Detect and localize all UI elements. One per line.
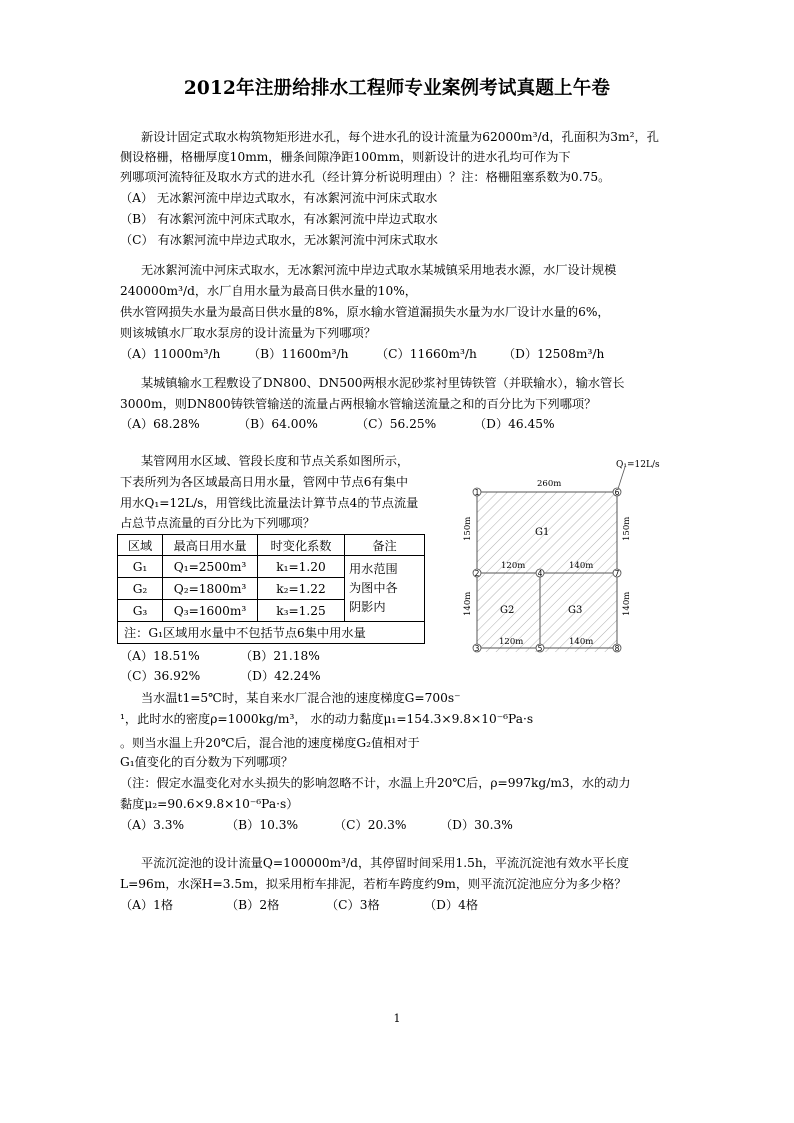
q1-line-3: 列哪项河流特征及取水方式的进水孔（经计算分析说明理由）？注：格栅阻塞系数为0.75。: [120, 170, 611, 184]
table-cell: k₃=1.25: [258, 600, 345, 622]
node-label: 7: [614, 569, 620, 578]
q6-line-2: L=96m，水深H=3.5m，拟采用桁车排泥，若桁车跨度约9m，则平流沉淀池应分为多少格？: [120, 877, 627, 891]
hatched-area: [474, 492, 617, 653]
q2-line-2: 240000m³/d，水厂自用水量为最高日供水量的10%，: [120, 284, 417, 298]
length-right-upper: 150m: [622, 516, 632, 541]
node-label: 2: [474, 569, 480, 578]
remark-line: 阴影内: [349, 600, 386, 614]
q4-option-a: （A）18.51%: [120, 649, 200, 663]
table-cell: G₂: [118, 578, 163, 600]
length-left-lower: 140m: [463, 591, 473, 616]
q3-option-d: （D）46.45%: [474, 417, 555, 431]
q2-option-c: （C）11660m³/h: [376, 347, 477, 361]
q2-line-3: 供水管网损失水量为最高日供水量的8%，原水输水管道漏损失水量为水厂设计水量的6%，: [120, 305, 610, 319]
q2-line-1: 无冰絮河流中河床式取水，无冰絮河流中岸边式取水某城镇采用地表水源，水厂设计规模: [141, 263, 617, 277]
table-header: 备注: [345, 535, 425, 556]
q5-line-6: 黏度μ₂=90.6×9.8×10⁻⁶Pa·s）: [120, 797, 299, 811]
q6-option-b: （B）2格: [226, 898, 280, 912]
q5-option-c: （C）20.3%: [334, 818, 407, 832]
q5-line-1: 当水温t1=5℃时，某自来水厂混合池的速度梯度G=700s⁻: [141, 691, 461, 705]
table-cell: Q₂=1800m³: [163, 578, 258, 600]
node-label: 4: [537, 569, 543, 578]
q4-line-3: 用水Q₁=12L/s，用管线比流量法计算节点4的节点流量: [120, 496, 419, 510]
node-label: 6: [614, 488, 620, 497]
q4-option-b: （B）21.18%: [240, 649, 320, 663]
length-mid-left: 120m: [501, 561, 526, 571]
length-mid-right: 140m: [569, 561, 594, 571]
q4-option-d: （D）42.24%: [240, 669, 321, 683]
length-bot-left: 120m: [499, 637, 524, 647]
table-cell: Q₃=1600m³: [163, 600, 258, 622]
q3-line-1: 某城镇输水工程敷设了DN800、DN500两根水泥砂浆衬里铸铁管（并联输水），输水管长: [141, 376, 625, 390]
q2-option-b: （B）11600m³/h: [248, 347, 349, 361]
q5-line-5: （注：假定水温变化对水头损失的影响忽略不计，水温上升20℃后，ρ=997kg/m3，水的动力: [120, 776, 631, 790]
q5-option-a: （A）3.3%: [120, 818, 185, 832]
node-label: 8: [614, 644, 620, 653]
table-cell: G₁: [118, 556, 163, 578]
table-cell: Q₁=2500m³: [163, 556, 258, 578]
q2-line-4: 则该城镇水厂取水泵房的设计流量为下列哪项？: [120, 326, 376, 340]
node-label: 1: [474, 488, 480, 497]
q6-option-a: （A）1格: [120, 898, 174, 912]
q5-option-d: （D）30.3%: [440, 818, 513, 832]
pipe-network-diagram: [455, 455, 675, 660]
q1-option-c: （C） 有冰絮河流中岸边式取水，无冰絮河流中河床式取水: [120, 233, 438, 247]
remark-line: 用水范围: [349, 562, 398, 576]
table-remark: [345, 556, 425, 622]
table-cell: G₃: [118, 600, 163, 622]
q3-option-c: （C）56.25%: [356, 417, 437, 431]
q4-option-c: （C）36.92%: [120, 669, 201, 683]
flow-label: Q₁=12L/s: [616, 460, 660, 470]
length-top: 260m: [537, 479, 562, 489]
q6-line-1: 平流沉淀池的设计流量Q=100000m³/d，其停留时间采用1.5h，平流沉淀池有效水平长度: [141, 856, 629, 870]
q4-line-2: 下表所列为各区域最高日用水量，管网中节点6有集中: [120, 475, 409, 489]
remark-line: 为图中各: [349, 581, 398, 595]
q5-option-b: （B）10.3%: [226, 818, 299, 832]
q1-line-1: 新设计固定式取水构筑物矩形进水孔，每个进水孔的设计流量为62000m³/d，孔面积为3m²，孔: [141, 130, 659, 144]
q1-option-a: （A） 无冰絮河流中岸边式取水，有冰絮河流中河床式取水: [120, 191, 438, 205]
q2-option-d: （D）12508m³/h: [503, 347, 605, 361]
q4-line-1: 某管网用水区域、管段长度和节点关系如图所示，: [141, 454, 410, 468]
table-header: 时变化系数: [258, 535, 345, 556]
region-g2-label: G2: [500, 605, 515, 616]
length-bot-right: 140m: [569, 637, 594, 647]
q3-line-2: 3000m，则DN800铸铁管输送的流量占两根输水管输送流量之和的百分比为下列哪项？: [120, 397, 597, 411]
length-right-lower: 140m: [622, 591, 632, 616]
table-header: 最高日用水量: [163, 535, 258, 556]
q5-line-4: G₁值变化的百分数为下列哪项？: [120, 755, 294, 769]
node-label: 5: [537, 644, 543, 653]
q5-line-2: ¹，此时水的密度ρ=1000kg/m³， 水的动力黏度μ₁=154.3×9.8×10⁻⁶Pa·s: [120, 712, 534, 726]
table-cell: k₁=1.20: [258, 556, 345, 578]
table-note: 注：G₁区域用水量中不包括节点6集中用水量: [118, 622, 425, 644]
q3-option-a: （A）68.28%: [120, 417, 200, 431]
region-g3-label: G3: [568, 605, 583, 616]
table-cell: k₂=1.22: [258, 578, 345, 600]
length-left-upper: 150m: [463, 516, 473, 541]
table-header: 区域: [118, 535, 163, 556]
page-number: 1: [393, 1012, 401, 1025]
q1-option-b: （B） 有冰絮河流中河床式取水，有冰絮河流中岸边式取水: [120, 212, 438, 226]
q2-option-a: （A）11000m³/h: [120, 347, 221, 361]
q1-line-2: 侧设格栅，格栅厚度10mm，栅条间隙净距100mm，则新设计的进水孔均可作为下: [120, 150, 571, 164]
q6-option-c: （C）3格: [326, 898, 380, 912]
zone-water-table: [117, 534, 425, 644]
q4-line-4: 占总节点流量的百分比为下列哪项？: [120, 516, 315, 530]
page-title: 2012年注册给排水工程师专业案例考试真题上午卷: [183, 78, 611, 99]
region-g1-label: G1: [535, 527, 550, 538]
q3-option-b: （B）64.00%: [238, 417, 318, 431]
node-label: 3: [474, 644, 480, 653]
q5-line-3: 。则当水温上升20℃后，混合池的速度梯度G₂值相对于: [120, 736, 420, 750]
q6-option-d: （D）4格: [424, 898, 479, 912]
